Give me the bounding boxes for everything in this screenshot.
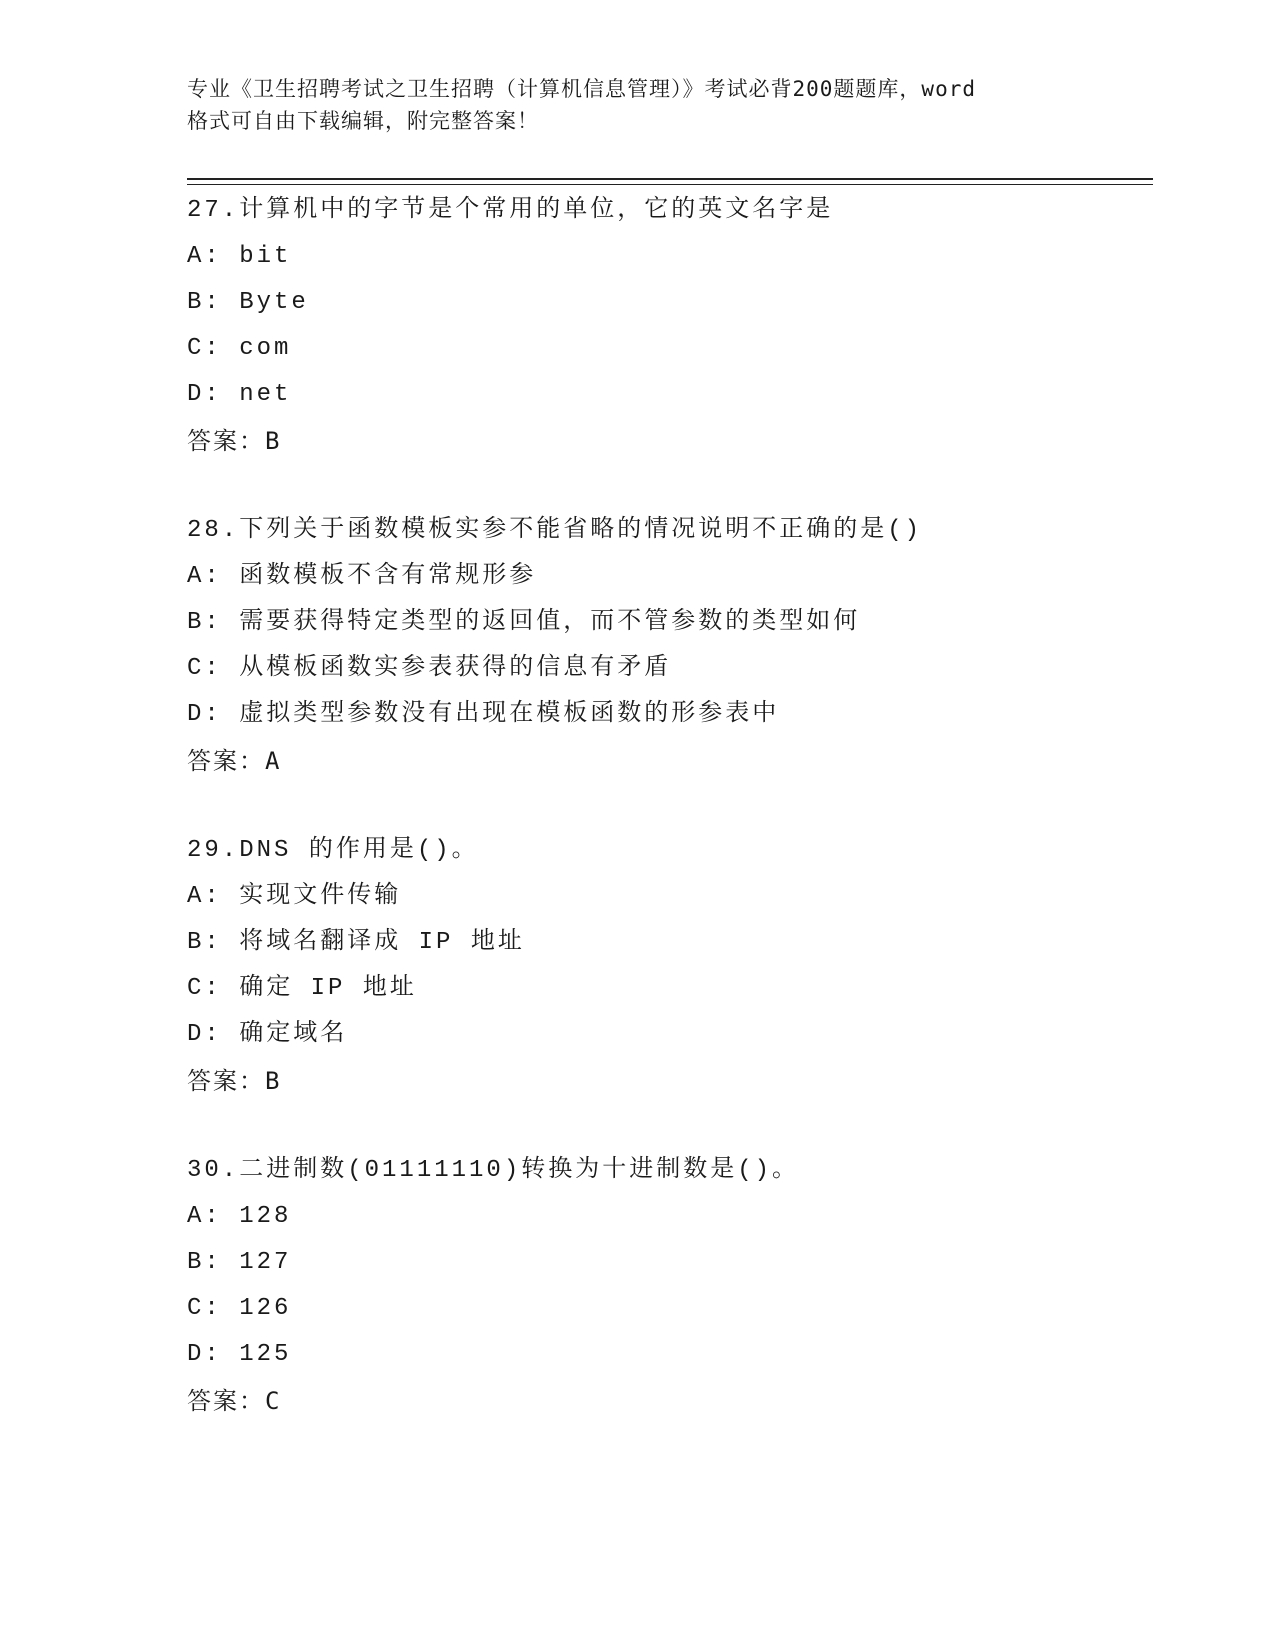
option-d: D: 125	[187, 1341, 292, 1368]
option-b: B: 将域名翻译成 IP 地址	[187, 929, 525, 956]
option-d: D: net	[187, 381, 292, 408]
answer-line: 答案：C	[187, 1387, 282, 1415]
option-c: C: 确定 IP 地址	[187, 975, 417, 1002]
header-divider-thin	[187, 184, 1153, 185]
question-29	[187, 828, 1153, 1104]
option-c: C: 126	[187, 1295, 292, 1322]
option-b: B: Byte	[187, 289, 309, 316]
question-28	[187, 508, 1153, 784]
option-a: A: 函数模板不含有常规形参	[187, 563, 537, 590]
header-line-2: 格式可自由下载编辑，附完整答案！	[187, 109, 539, 133]
option-b: B: 127	[187, 1249, 292, 1276]
option-c: C: 从模板函数实参表获得的信息有矛盾	[187, 655, 672, 682]
option-d: D: 确定域名	[187, 1021, 348, 1048]
option-a: A: 128	[187, 1203, 292, 1230]
option-c: C: com	[187, 335, 292, 362]
document-header	[187, 73, 1087, 137]
option-d: D: 虚拟类型参数没有出现在模板函数的形参表中	[187, 701, 780, 728]
option-a: A: 实现文件传输	[187, 883, 402, 910]
header-line-1: 专业《卫生招聘考试之卫生招聘（计算机信息管理）》考试必背200题题库，word	[187, 77, 976, 101]
option-a: A: bit	[187, 243, 292, 270]
question-30	[187, 1148, 1153, 1424]
option-b: B: 需要获得特定类型的返回值，而不管参数的类型如何	[187, 609, 861, 636]
answer-line: 答案：B	[187, 427, 282, 455]
question-27	[187, 188, 1153, 464]
question-stem: 30.二进制数(01111110)转换为十进制数是()。	[187, 1157, 800, 1184]
question-stem: 28.下列关于函数模板实参不能省略的情况说明不正确的是()	[187, 517, 923, 544]
header-divider-thick	[187, 178, 1153, 180]
answer-line: 答案：A	[187, 747, 282, 775]
question-stem: 29.DNS 的作用是()。	[187, 837, 479, 864]
answer-line: 答案：B	[187, 1067, 282, 1095]
question-stem: 27.计算机中的字节是个常用的单位，它的英文名字是	[187, 197, 834, 224]
